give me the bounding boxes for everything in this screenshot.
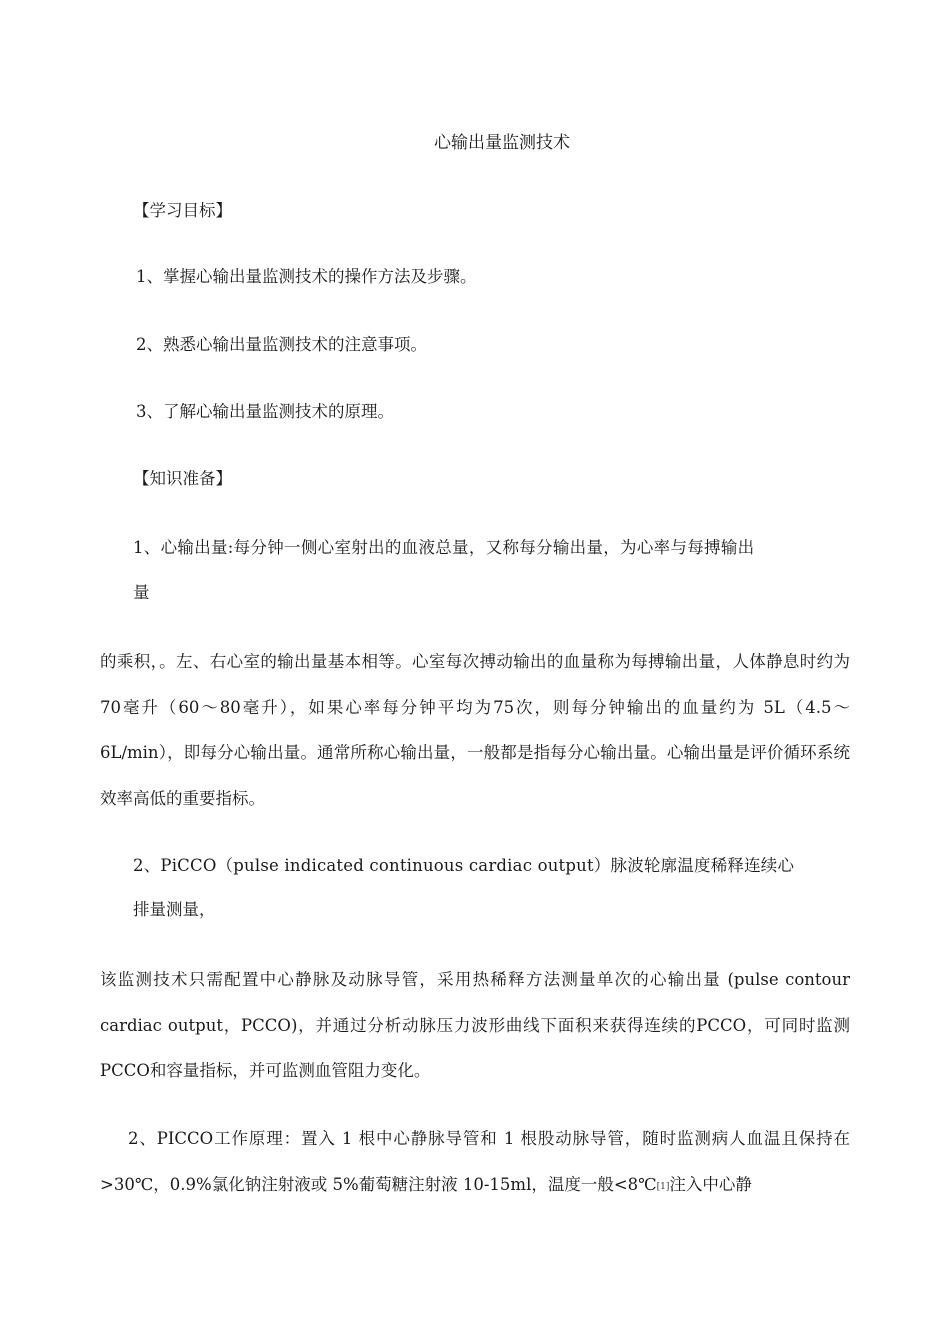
knowledge-item-2-first-line: 2、PiCCO（pulse indicated continuous cardiac output）脉波轮廓温度稀释连续心 <box>133 856 795 875</box>
knowledge-item-3-text-end: 注入中心静 <box>669 1174 752 1194</box>
knowledge-item-1-first-line: 1、心输出量:每分钟一侧心室射出的血液总量，又称每分输出量，为心率与每搏输出 <box>133 538 755 557</box>
knowledge-item-1-body: 的乘积，。左、右心室的输出量基本相等。心室每次搏动输出的血量称为每搏输出量，人体静息时约为70毫升（60～80毫升），如果心率每分钟平均为75次，则每分钟输出的血量约为 5L（4.5～6L/min），即每分心输出量。通常所称心输出量，一般都是指每分心输出量。心输出量是评价循环系统效率高低的重要指标。 <box>100 652 850 808</box>
objective-item-2: 2、熟悉心输出量监测技术的注意事项。 <box>136 335 427 354</box>
objectives-heading: 【学习目标】 <box>133 201 232 220</box>
citation-marker[interactable]: [1] <box>656 1181 670 1192</box>
knowledge-item-1-wrap: 量 <box>133 583 150 602</box>
knowledge-item-2-body: 该监测技术只需配置中心静脉及动脉导管，采用热稀释方法测量单次的心输出量 (pulse contour cardiac output，PCCO)，并通过分析动脉压力波形曲线下面积来获得连续的PCCO，可同时监测PCCO和容量指标，并可监测血管阻力变化。 <box>100 970 850 1080</box>
objective-item-1: 1、掌握心输出量监测技术的操作方法及步骤。 <box>136 267 477 286</box>
knowledge-item-2-wrap: 排量测量， <box>133 900 216 919</box>
knowledge-item-3-text: 2、PICCO工作原理：置入 1 根中心静脉导管和 1 根股动脉导管，随时监测病人血温且保持在>30℃，0.9%氯化钠注射液或 5%葡萄糖注射液 10-15ml，温度一般<8℃ <box>100 1129 850 1194</box>
knowledge-item-3-body <box>100 1116 850 1210</box>
knowledge-heading: 【知识准备】 <box>133 469 232 488</box>
objective-item-3: 3、了解心输出量监测技术的原理。 <box>136 402 394 421</box>
document-title: 心输出量监测技术 <box>434 133 570 153</box>
